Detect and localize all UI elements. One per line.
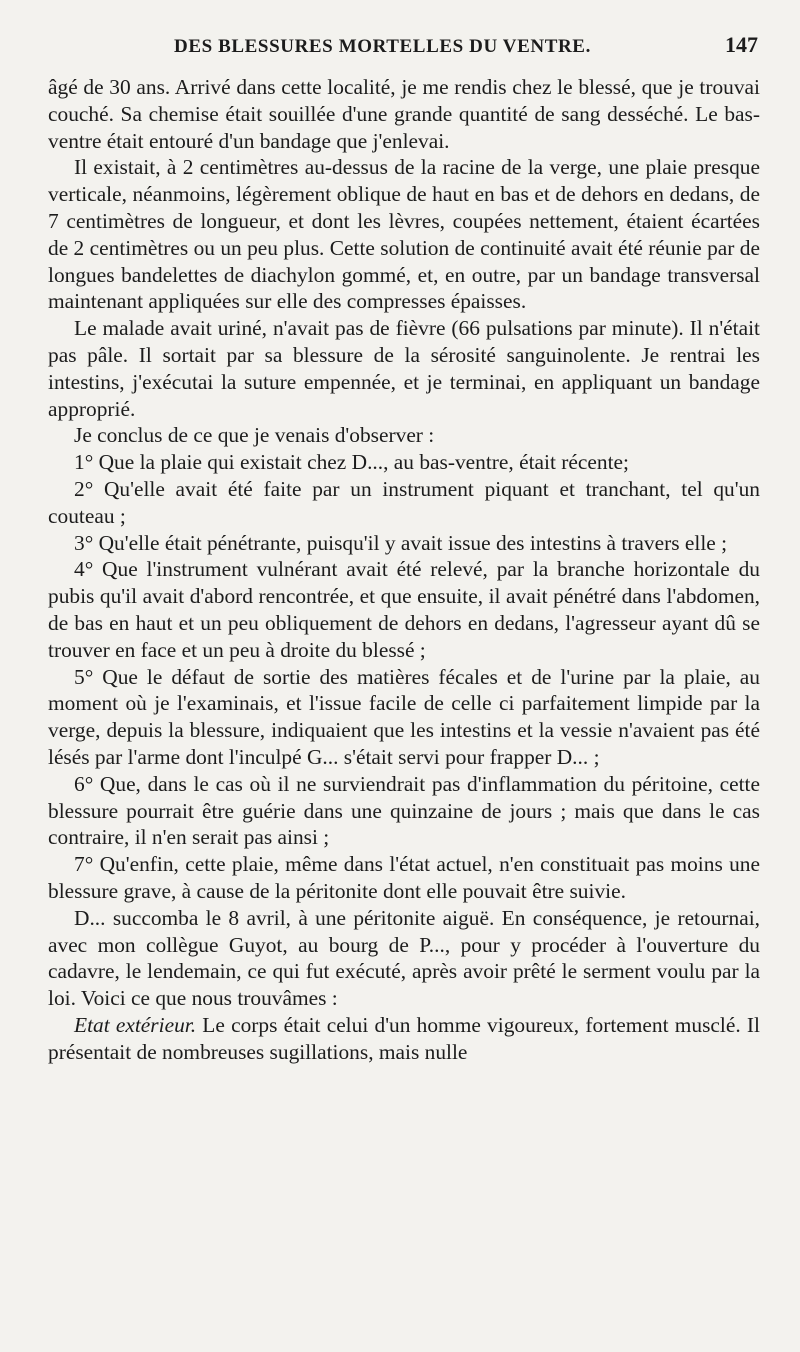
paragraph-text: Le corps était celui d'un homme vigoureux, fortement musclé. Il présentait de nombreuses sugillations, mais nulle <box>48 1012 760 1064</box>
list-item: 4° Que l'instrument vulnérant avait été relevé, par la branche horizontale du pubis qu'il avait d'abord rencontrée, et que ensuite, il avait pénétré dans l'abdomen, de bas en haut et un peu obliquement de dehors en dedans, l'agresseur ayant dû se trouver en face et un peu à droite du blessé ; <box>48 557 760 662</box>
body-text <box>48 74 760 1065</box>
paragraph: Je conclus de ce que je venais d'observer : <box>74 423 435 448</box>
section-label: Etat extérieur. <box>74 1012 197 1037</box>
paragraph: D... succomba le 8 avril, à une péritonite aiguë. En conséquence, je retournai, avec mon collègue Guyot, au bourg de P..., pour y procéder à l'ouverture du cadavre, le lendemain, ce qui fut exécuté, après avoir prêté le serment voulu par la loi. Voici ce que nous trouvâmes : <box>48 905 760 1011</box>
list-item: 2° Qu'elle avait été faite par un instrument piquant et tranchant, tel qu'un couteau ; <box>48 476 760 528</box>
running-title: DES BLESSURES MORTELLES DU VENTRE. <box>174 36 591 57</box>
list-item: 7° Qu'enfin, cette plaie, même dans l'état actuel, n'en constituait pas moins une blessure grave, à cause de la péritonite dont elle pouvait être suivie. <box>48 852 760 903</box>
page-number: 147 <box>725 32 758 57</box>
list-item: 6° Que, dans le cas où il ne surviendrait pas d'inflammation du péritoine, cette blessure pourrait être guérie dans une quinzaine de jours ; mais que dans le cas contraire, il n'en serait pas ainsi ; <box>48 771 760 850</box>
paragraph: Le malade avait uriné, n'avait pas de fièvre (66 pulsations par minute). Il n'était pas pâle. Il sortait par sa blessure de la sérosité sanguinolente. Je rentrai les intestins, j'exécutai la suture empennée, et je terminai, en appliquant un bandage approprié. <box>48 316 760 421</box>
list-item: 1° Que la plaie qui existait chez D..., au bas-ventre, était récente; <box>74 450 629 475</box>
list-item: 3° Qu'elle était pénétrante, puisqu'il y avait issue des intestins à travers elle ; <box>74 530 728 555</box>
paragraph: âgé de 30 ans. Arrivé dans cette localité, je me rendis chez le blessé, que je trouvai couché. Sa chemise était souillée d'une grande quantité de sang desséché. Le bas-ventre était entouré d'un bandage que j'enlevai. <box>48 75 760 153</box>
paragraph <box>48 1012 760 1066</box>
running-header <box>48 32 760 74</box>
paragraph: Il existait, à 2 centimètres au-dessus de la racine de la verge, une plaie presque verticale, néanmoins, légèrement oblique de haut en bas et de dehors en dedans, de 7 centimètres de longueur, et dont les lèvres, coupées nettement, étaient écartées de 2 centimètres ou un peu plus. Cette solution de continuité avait été réunie par de longues bandelettes de diachylon gommé, et, en outre, par un bandage transversal maintenant appliquées sur elle des compresses épaisses. <box>48 155 760 314</box>
list-item: 5° Que le défaut de sortie des matières fécales et de l'urine par la plaie, au moment où je l'examinais, et l'issue facile de celle ci parfaitement limpide par la verge, depuis la blessure, indiquaient que les intestins et la vessie n'avaient pas été lésés par l'arme dont l'inculpé G... s'était servi pour frapper D... ; <box>48 664 760 769</box>
